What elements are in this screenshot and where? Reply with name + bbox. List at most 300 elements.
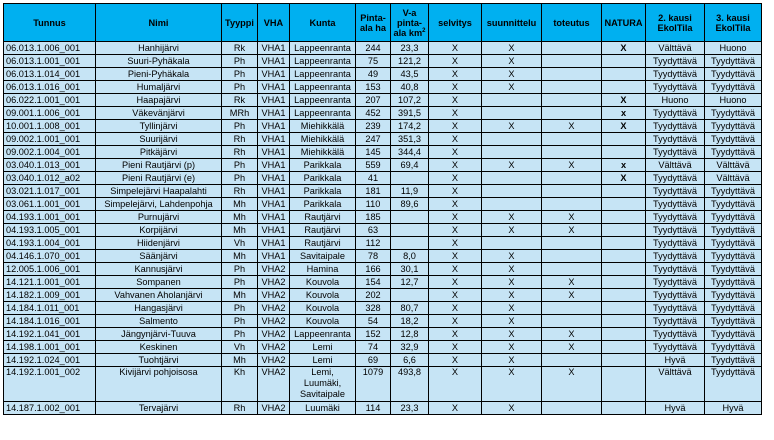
cell-vha: VHA1 (258, 211, 290, 224)
cell-kausi3: Tyydyttävä (705, 341, 762, 354)
cell-kausi2: Tyydyttävä (646, 107, 705, 120)
cell-kunta: Rautjärvi (290, 224, 356, 237)
col-header-kunta: Kunta (290, 4, 356, 42)
cell-nimi: Suurijärvi (96, 133, 222, 146)
cell-nimi: Simpelejärvi, Lahdenpohja (96, 198, 222, 211)
cell-kausi2: Tyydyttävä (646, 120, 705, 133)
cell-pinta-ala: 114 (356, 402, 391, 415)
cell-kausi3: Tyydyttävä (705, 237, 762, 250)
cell-suunnittelu: X (482, 276, 542, 289)
cell-kunta: Miehikkälä (290, 120, 356, 133)
cell-va-pinta-ala: 23,3 (391, 42, 429, 55)
cell-vha: VHA2 (258, 276, 290, 289)
cell-natura (602, 198, 646, 211)
cell-selvitys: X (429, 289, 482, 302)
table-row (4, 289, 762, 302)
cell-tyyppi: Ph (222, 55, 258, 68)
cell-vha: VHA2 (258, 263, 290, 276)
col-header-selvitys: selvitys (429, 4, 482, 42)
cell-kunta: Lappeenranta (290, 107, 356, 120)
cell-toteutus (542, 81, 602, 94)
cell-kunta: Kouvola (290, 302, 356, 315)
cell-vha: VHA1 (258, 68, 290, 81)
cell-kausi2: Tyydyttävä (646, 237, 705, 250)
cell-kausi2: Tyydyttävä (646, 133, 705, 146)
cell-natura (602, 55, 646, 68)
cell-toteutus (542, 315, 602, 328)
cell-vha: VHA2 (258, 402, 290, 415)
cell-va-pinta-ala: 6,6 (391, 354, 429, 367)
cell-suunnittelu (482, 94, 542, 107)
cell-toteutus: X (542, 211, 602, 224)
cell-kausi3: Välttävä (705, 159, 762, 172)
table-row (4, 402, 762, 415)
col-header-tunnus: Tunnus (4, 4, 96, 42)
table-row (4, 133, 762, 146)
cell-tyyppi: Mh (222, 289, 258, 302)
cell-kausi3: Tyydyttävä (705, 367, 762, 402)
cell-suunnittelu: X (482, 315, 542, 328)
cell-pinta-ala: 75 (356, 55, 391, 68)
cell-tunnus: 10.001.1.008_001 (4, 120, 96, 133)
table-row (4, 68, 762, 81)
cell-pinta-ala: 239 (356, 120, 391, 133)
cell-selvitys: X (429, 211, 482, 224)
cell-suunnittelu: X (482, 250, 542, 263)
cell-selvitys: X (429, 341, 482, 354)
col-header-tyyppi: Tyyppi (222, 4, 258, 42)
cell-kausi3: Välttävä (705, 172, 762, 185)
cell-toteutus (542, 172, 602, 185)
cell-tunnus: 14.192.1.001_002 (4, 367, 96, 402)
cell-va-pinta-ala: 351,3 (391, 133, 429, 146)
cell-natura (602, 263, 646, 276)
cell-natura (602, 276, 646, 289)
cell-va-pinta-ala: 174,2 (391, 120, 429, 133)
cell-nimi: Suuri-Pyhäkala (96, 55, 222, 68)
cell-toteutus (542, 68, 602, 81)
cell-natura (602, 81, 646, 94)
cell-tunnus: 06.013.1.014_001 (4, 68, 96, 81)
cell-tyyppi: Rh (222, 146, 258, 159)
cell-nimi: Humaljärvi (96, 81, 222, 94)
cell-kausi3: Tyydyttävä (705, 211, 762, 224)
cell-kunta: Lappeenranta (290, 81, 356, 94)
cell-toteutus (542, 107, 602, 120)
cell-tyyppi: Mh (222, 198, 258, 211)
cell-toteutus: X (542, 159, 602, 172)
cell-va-pinta-ala: 12,8 (391, 328, 429, 341)
cell-tunnus: 03.040.1.012_a02 (4, 172, 96, 185)
va-header-unit-sup: 2 (422, 27, 426, 34)
cell-vha: VHA1 (258, 224, 290, 237)
cell-pinta-ala: 166 (356, 263, 391, 276)
cell-tunnus: 09.001.1.006_001 (4, 107, 96, 120)
cell-nimi: Tyllinjärvi (96, 120, 222, 133)
cell-tyyppi: Ph (222, 302, 258, 315)
cell-pinta-ala: 63 (356, 224, 391, 237)
cell-nimi: Jängynjärvi-Tuuva (96, 328, 222, 341)
cell-suunnittelu (482, 237, 542, 250)
cell-kausi3: Tyydyttävä (705, 120, 762, 133)
cell-vha: VHA2 (258, 328, 290, 341)
col-header-natura: NATURA (602, 4, 646, 42)
cell-kausi3: Tyydyttävä (705, 328, 762, 341)
cell-tunnus: 06.013.1.016_001 (4, 81, 96, 94)
cell-nimi: Hanhijärvi (96, 42, 222, 55)
table-row (4, 81, 762, 94)
cell-kunta: Savitaipale (290, 250, 356, 263)
table-row (4, 250, 762, 263)
cell-vha: VHA1 (258, 250, 290, 263)
cell-tunnus: 06.022.1.001_001 (4, 94, 96, 107)
cell-tyyppi: Mh (222, 211, 258, 224)
cell-kausi2: Tyydyttävä (646, 276, 705, 289)
cell-suunnittelu: X (482, 120, 542, 133)
cell-kausi2: Välttävä (646, 159, 705, 172)
cell-suunnittelu: X (482, 354, 542, 367)
cell-tunnus: 04.193.1.005_001 (4, 224, 96, 237)
cell-pinta-ala: 41 (356, 172, 391, 185)
cell-tyyppi: Ph (222, 159, 258, 172)
cell-va-pinta-ala: 89,6 (391, 198, 429, 211)
cell-va-pinta-ala (391, 237, 429, 250)
cell-kausi2: Tyydyttävä (646, 263, 705, 276)
cell-pinta-ala: 49 (356, 68, 391, 81)
cell-toteutus: X (542, 120, 602, 133)
cell-selvitys: X (429, 315, 482, 328)
cell-toteutus (542, 198, 602, 211)
cell-kunta: Miehikkälä (290, 133, 356, 146)
col-header-nimi: Nimi (96, 4, 222, 42)
cell-vha: VHA2 (258, 302, 290, 315)
cell-suunnittelu: X (482, 211, 542, 224)
col-header-va-pinta-ala (391, 4, 429, 42)
cell-toteutus (542, 302, 602, 315)
cell-tyyppi: Ph (222, 68, 258, 81)
cell-tyyppi: Rh (222, 402, 258, 415)
cell-kausi2: Tyydyttävä (646, 68, 705, 81)
cell-tunnus: 04.146.1.070_001 (4, 250, 96, 263)
cell-toteutus (542, 354, 602, 367)
table-row (4, 172, 762, 185)
cell-toteutus: X (542, 276, 602, 289)
cell-tunnus: 09.002.1.001_001 (4, 133, 96, 146)
cell-tunnus: 03.040.1.013_001 (4, 159, 96, 172)
cell-nimi: Hangasjärvi (96, 302, 222, 315)
cell-pinta-ala: 69 (356, 354, 391, 367)
cell-natura: x (602, 107, 646, 120)
cell-tunnus: 14.192.1.024_001 (4, 354, 96, 367)
cell-kausi3: Tyydyttävä (705, 185, 762, 198)
cell-vha: VHA2 (258, 289, 290, 302)
col-header-suunnittelu: suunnittelu (482, 4, 542, 42)
cell-suunnittelu (482, 198, 542, 211)
cell-tunnus: 14.184.1.016_001 (4, 315, 96, 328)
cell-kunta: Miehikkälä (290, 146, 356, 159)
lake-status-table (3, 3, 762, 415)
cell-pinta-ala: 154 (356, 276, 391, 289)
cell-vha: VHA1 (258, 237, 290, 250)
cell-tyyppi: Mh (222, 224, 258, 237)
cell-selvitys: X (429, 402, 482, 415)
cell-selvitys: X (429, 250, 482, 263)
cell-tunnus: 06.013.1.001_001 (4, 55, 96, 68)
cell-natura (602, 328, 646, 341)
cell-tunnus: 14.198.1.001_001 (4, 341, 96, 354)
cell-vha: VHA1 (258, 159, 290, 172)
cell-kausi2: Tyydyttävä (646, 328, 705, 341)
cell-kausi3: Tyydyttävä (705, 107, 762, 120)
cell-toteutus (542, 94, 602, 107)
cell-kausi3: Tyydyttävä (705, 315, 762, 328)
cell-va-pinta-ala: 23,3 (391, 402, 429, 415)
cell-kunta: Parikkala (290, 185, 356, 198)
cell-tyyppi: Ph (222, 263, 258, 276)
cell-tyyppi: Ph (222, 120, 258, 133)
cell-toteutus (542, 237, 602, 250)
cell-suunnittelu: X (482, 341, 542, 354)
cell-nimi: Purnujärvi (96, 211, 222, 224)
cell-pinta-ala: 328 (356, 302, 391, 315)
cell-selvitys: X (429, 55, 482, 68)
cell-tunnus: 12.005.1.006_001 (4, 263, 96, 276)
cell-va-pinta-ala: 391,5 (391, 107, 429, 120)
cell-selvitys: X (429, 367, 482, 402)
cell-natura (602, 402, 646, 415)
cell-va-pinta-ala: 107,2 (391, 94, 429, 107)
col-header-pinta-ala: Pinta-ala ha (356, 4, 391, 42)
cell-kausi2: Tyydyttävä (646, 224, 705, 237)
table-row (4, 263, 762, 276)
cell-pinta-ala: 1079 (356, 367, 391, 402)
table-row (4, 42, 762, 55)
cell-suunnittelu: X (482, 42, 542, 55)
cell-vha: VHA2 (258, 315, 290, 328)
table-row (4, 211, 762, 224)
cell-vha: VHA1 (258, 55, 290, 68)
table-row (4, 341, 762, 354)
cell-kunta: Lappeenranta (290, 55, 356, 68)
cell-va-pinta-ala: 18,2 (391, 315, 429, 328)
cell-va-pinta-ala: 493,8 (391, 367, 429, 402)
cell-kausi2: Huono (646, 94, 705, 107)
cell-kunta: Lappeenranta (290, 328, 356, 341)
cell-kausi3: Tyydyttävä (705, 68, 762, 81)
cell-suunnittelu: X (482, 81, 542, 94)
cell-kausi2: Tyydyttävä (646, 250, 705, 263)
cell-pinta-ala: 78 (356, 250, 391, 263)
cell-natura (602, 367, 646, 402)
cell-pinta-ala: 153 (356, 81, 391, 94)
cell-kausi3: Tyydyttävä (705, 302, 762, 315)
cell-va-pinta-ala (391, 289, 429, 302)
cell-kausi3: Tyydyttävä (705, 198, 762, 211)
cell-vha: VHA1 (258, 185, 290, 198)
cell-selvitys: X (429, 159, 482, 172)
cell-toteutus: X (542, 289, 602, 302)
cell-suunnittelu: X (482, 328, 542, 341)
cell-kausi3: Tyydyttävä (705, 276, 762, 289)
cell-kausi2: Hyvä (646, 402, 705, 415)
cell-kunta: Hamina (290, 263, 356, 276)
cell-nimi: Kivijärvi pohjoisosa (96, 367, 222, 402)
cell-vha: VHA2 (258, 341, 290, 354)
cell-tunnus: 14.184.1.011_001 (4, 302, 96, 315)
cell-toteutus (542, 402, 602, 415)
cell-vha: VHA1 (258, 81, 290, 94)
cell-natura: X (602, 120, 646, 133)
cell-nimi: Salmento (96, 315, 222, 328)
cell-va-pinta-ala: 121,2 (391, 55, 429, 68)
cell-tyyppi: Ph (222, 172, 258, 185)
cell-kausi3: Tyydyttävä (705, 81, 762, 94)
cell-natura: X (602, 172, 646, 185)
cell-va-pinta-ala: 69,4 (391, 159, 429, 172)
cell-kunta: Kouvola (290, 276, 356, 289)
cell-pinta-ala: 202 (356, 289, 391, 302)
cell-kausi2: Tyydyttävä (646, 185, 705, 198)
cell-tunnus: 03.021.1.017_001 (4, 185, 96, 198)
cell-nimi: Hiidenjärvi (96, 237, 222, 250)
cell-suunnittelu (482, 185, 542, 198)
cell-tunnus: 09.002.1.004_001 (4, 146, 96, 159)
cell-kunta: Kouvola (290, 315, 356, 328)
cell-natura (602, 354, 646, 367)
cell-kausi2: Tyydyttävä (646, 315, 705, 328)
cell-va-pinta-ala (391, 224, 429, 237)
cell-selvitys: X (429, 172, 482, 185)
cell-selvitys: X (429, 354, 482, 367)
cell-natura: x (602, 159, 646, 172)
table-row (4, 302, 762, 315)
cell-nimi: Kannusjärvi (96, 263, 222, 276)
cell-selvitys: X (429, 42, 482, 55)
cell-selvitys: X (429, 302, 482, 315)
cell-tyyppi: Ph (222, 276, 258, 289)
col-header-vha: VHA (258, 4, 290, 42)
cell-natura (602, 315, 646, 328)
cell-tyyppi: Mh (222, 354, 258, 367)
cell-toteutus: X (542, 328, 602, 341)
cell-selvitys: X (429, 68, 482, 81)
cell-selvitys: X (429, 328, 482, 341)
cell-nimi: Sompanen (96, 276, 222, 289)
cell-nimi: Pitkäjärvi (96, 146, 222, 159)
cell-kunta: Rautjärvi (290, 211, 356, 224)
cell-kausi3: Tyydyttävä (705, 250, 762, 263)
cell-kausi3: Huono (705, 42, 762, 55)
cell-suunnittelu: X (482, 55, 542, 68)
cell-tunnus: 06.013.1.006_001 (4, 42, 96, 55)
cell-vha: VHA2 (258, 354, 290, 367)
cell-selvitys: X (429, 146, 482, 159)
cell-natura (602, 289, 646, 302)
cell-kunta: Rautjärvi (290, 237, 356, 250)
cell-suunnittelu: X (482, 159, 542, 172)
cell-tyyppi: Mh (222, 250, 258, 263)
cell-kausi2: Tyydyttävä (646, 302, 705, 315)
header-row (4, 4, 762, 42)
cell-va-pinta-ala: 11,9 (391, 185, 429, 198)
cell-nimi: Simpelejärvi Haapalahti (96, 185, 222, 198)
cell-kausi2: Tyydyttävä (646, 211, 705, 224)
cell-kausi3: Huono (705, 94, 762, 107)
table-row (4, 146, 762, 159)
cell-pinta-ala: 247 (356, 133, 391, 146)
cell-kausi3: Tyydyttävä (705, 55, 762, 68)
cell-selvitys: X (429, 81, 482, 94)
col-header-toteutus: toteutus (542, 4, 602, 42)
cell-tyyppi: Vh (222, 341, 258, 354)
cell-tyyppi: Rh (222, 185, 258, 198)
cell-natura (602, 302, 646, 315)
cell-nimi: Pieni Rautjärvi (e) (96, 172, 222, 185)
cell-suunnittelu: X (482, 68, 542, 81)
cell-pinta-ala: 54 (356, 315, 391, 328)
cell-kausi2: Välttävä (646, 42, 705, 55)
cell-kausi2: Tyydyttävä (646, 198, 705, 211)
table-row (4, 55, 762, 68)
cell-pinta-ala: 110 (356, 198, 391, 211)
cell-kausi2: Välttävä (646, 367, 705, 402)
cell-selvitys: X (429, 133, 482, 146)
cell-vha: VHA1 (258, 172, 290, 185)
cell-selvitys: X (429, 224, 482, 237)
cell-tyyppi: Rk (222, 42, 258, 55)
cell-nimi: Haapajärvi (96, 94, 222, 107)
cell-natura (602, 68, 646, 81)
cell-kunta: Lemi, Luumäki, Savitaipale (290, 367, 356, 402)
cell-kausi2: Tyydyttävä (646, 172, 705, 185)
cell-pinta-ala: 452 (356, 107, 391, 120)
cell-suunnittelu: X (482, 402, 542, 415)
cell-kausi3: Tyydyttävä (705, 133, 762, 146)
cell-kausi3: Hyvä (705, 402, 762, 415)
cell-toteutus (542, 133, 602, 146)
cell-tyyppi: Rh (222, 133, 258, 146)
cell-natura: X (602, 42, 646, 55)
cell-suunnittelu (482, 146, 542, 159)
cell-tunnus: 04.193.1.001_001 (4, 211, 96, 224)
cell-selvitys: X (429, 94, 482, 107)
cell-natura: X (602, 94, 646, 107)
cell-toteutus: X (542, 341, 602, 354)
cell-selvitys: X (429, 263, 482, 276)
cell-toteutus (542, 263, 602, 276)
cell-pinta-ala: 112 (356, 237, 391, 250)
cell-kausi3: Tyydyttävä (705, 263, 762, 276)
cell-va-pinta-ala (391, 211, 429, 224)
cell-kunta: Luumäki (290, 402, 356, 415)
cell-kausi3: Tyydyttävä (705, 354, 762, 367)
cell-tyyppi: Ph (222, 328, 258, 341)
cell-va-pinta-ala: 30,1 (391, 263, 429, 276)
cell-natura (602, 250, 646, 263)
cell-tunnus: 14.187.1.002_001 (4, 402, 96, 415)
cell-va-pinta-ala: 8,0 (391, 250, 429, 263)
cell-suunnittelu: X (482, 367, 542, 402)
cell-va-pinta-ala (391, 172, 429, 185)
table-row (4, 315, 762, 328)
cell-tunnus: 14.182.1.009_001 (4, 289, 96, 302)
table-row (4, 185, 762, 198)
cell-selvitys: X (429, 237, 482, 250)
table-row (4, 237, 762, 250)
cell-pinta-ala: 145 (356, 146, 391, 159)
cell-suunnittelu: X (482, 289, 542, 302)
table-row (4, 328, 762, 341)
